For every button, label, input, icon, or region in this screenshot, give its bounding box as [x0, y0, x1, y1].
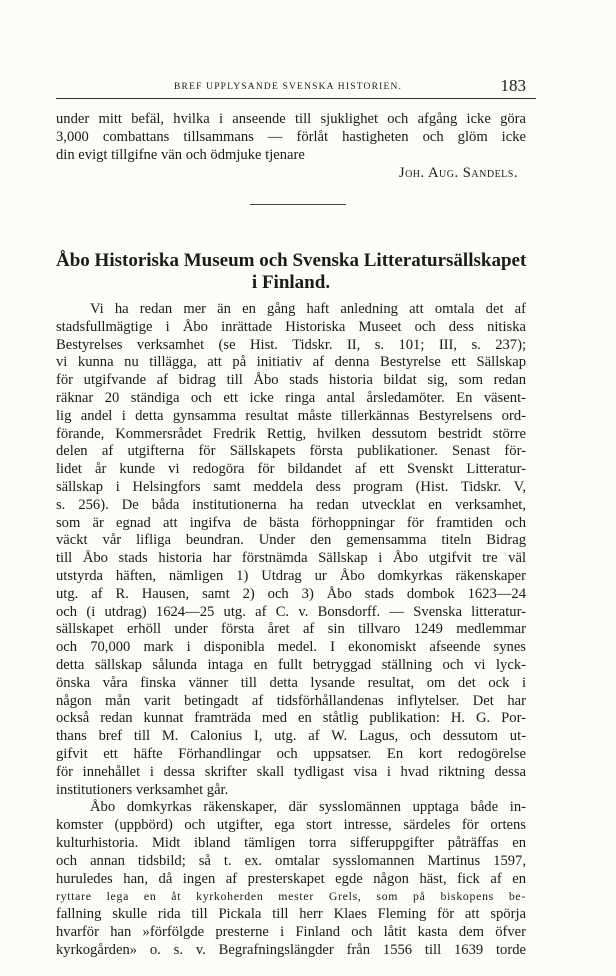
article-line: önska våra finska vänner till detta lysande resultat, om det ock i	[56, 674, 526, 691]
article-line: institutioners verksamhet går.	[56, 781, 229, 798]
article-line: thans bref till M. Calonius I, utg. af W. Lagus, och dessutom ut-	[56, 728, 526, 745]
article-line: och 70,000 mark i disponibla medel. I ekonomiskt afseende synes	[56, 639, 526, 656]
running-title: BREF UPPLYSANDE SVENSKA HISTORIEN.	[174, 82, 403, 92]
article-line: delen af utgifterna för Sällskapets första publikationer. Senast för-	[56, 443, 526, 460]
article-line: till Åbo stads historia har förstnämda Sällskap i Åbo utgifvit tre väl	[56, 550, 526, 567]
article-line: Bestyrelses verksamhet (se Hist. Tidskr. II, s. 101; III, s. 237);	[56, 336, 526, 353]
article-line: som är egnad att ingifva de bästa förhoppningar för framtiden och	[56, 514, 526, 531]
page-header	[60, 76, 530, 96]
article-line: lig andel i detta gynsamma resultat måste tillerkännas Bestyrelsens ord-	[56, 407, 526, 424]
article-line: också redan kunnat framträda med en ståtlig publikation: H. G. Por-	[56, 710, 526, 727]
article-line: fallning skulle rida till Pickala till herr Klaes Fleming för att spörja	[56, 906, 526, 923]
article-line: någon mån varit betingadt af tidsförhållandenas inflytelser. Det har	[56, 692, 526, 709]
article-line: detta sällskap sålunda intaga en fullt betryggad ställning och vi lyck-	[56, 657, 526, 673]
article-line: huruledes han, då ingen af presterskapet egde någon häst, fick af en	[56, 870, 526, 887]
article-line: stadsfullmägtige i Åbo inrättade Historiska Museet och dess nitiska	[56, 318, 526, 335]
article-line: och (i utdrag) 1624—25 utg. af C. v. Bonsdorff. — Svenska litteratur-	[56, 603, 526, 620]
letter-line: 3,000 combattans tillsammans — förlåt hastigheten och glöm icke	[56, 129, 526, 145]
article-line: för utgifvande af bidrag till Åbo stads historia bildat sig, som redan	[56, 372, 526, 389]
letter-line: din evigt tillgifne vän och ödmjuke tjenare	[56, 147, 305, 163]
article-line: Åbo domkyrkas räkenskaper, där sysslomännen upptaga både in-	[90, 799, 526, 816]
article-line: lidet år kunde vi redogöra för bildandet af ett Svenskt Litteratur-	[56, 461, 526, 478]
article-line: och annan tidsbild; så t. ex. omtalar sysslomannen Martinus 1597,	[56, 852, 526, 869]
article-line: s. 256). De båda institutionerna ha redan utvecklat en verksamhet,	[56, 496, 526, 513]
article-line: räknar 20 ständiga och ett icke ringa antal årsledamöter. En väsent-	[56, 390, 526, 406]
article-line: sällskap i Helsingfors samt meddela dess program (Hist. Tidskr. V,	[56, 479, 526, 495]
article-line: vi kunna nu tillägga, att på initiativ af denna Bestyrelse ett Sällskap	[56, 354, 526, 371]
article-line: hvarför han »förfölgde presterne i Finland och låtit kasta dem öfver	[56, 924, 526, 940]
article-line: kulturhistoria. Midt ibland tämligen torra sifferuppgifter påträffas en	[56, 835, 526, 851]
article-line: för innehållet i dessa skrifter skall tydligast visa i hvad riktning dessa	[56, 763, 526, 780]
article-line: förande, Kommersrådet Fredrik Rettig, hvilken dessutom bestridt större	[56, 425, 526, 442]
article-line: Vi ha redan mer än en gång haft anledning att omtala det af	[90, 301, 526, 317]
article-line: gifvit ett häfte Förhandlingar och uppsatser. En kort redogörelse	[56, 746, 526, 762]
article-line: komster (uppbörd) och utgifter, ega stort intresse, särdeles för ortens	[56, 817, 526, 834]
letter-line: under mitt befäl, hvilka i anseende till sjuklighet och afgång icke göra	[56, 111, 526, 127]
article-line: utstyrda häften, nämligen 1) Utdrag ur Åbo domkyrkas räkenskaper	[56, 568, 526, 584]
page-number: 183	[500, 76, 526, 95]
article-line: ryttare lega en åt kyrkoherden mester Grels, som på biskopens be-	[56, 889, 526, 904]
section-divider	[250, 204, 346, 205]
article-line: väckt vår lifliga beundran. Under den gemensamma titeln Bidrag	[56, 532, 526, 549]
letter-signature: Joh. Aug. Sandels.	[398, 165, 518, 181]
header-rule	[56, 98, 536, 99]
article-title-line-1: Åbo Historiska Museum och Svenska Litteratursällskapet	[56, 250, 527, 271]
article-line: utg. af R. Hausen, samt 2) och 3) Åbo stads dombok 1623—24	[56, 585, 526, 602]
article-title-line-2: i Finland.	[251, 272, 331, 293]
article-line: sällskapet erhöll under första året af sin tillvaro 1249 medlemmar	[56, 621, 526, 638]
article-line: kyrkogården» o. s. v. Begrafningslängder från 1556 till 1639 torde	[56, 941, 526, 958]
